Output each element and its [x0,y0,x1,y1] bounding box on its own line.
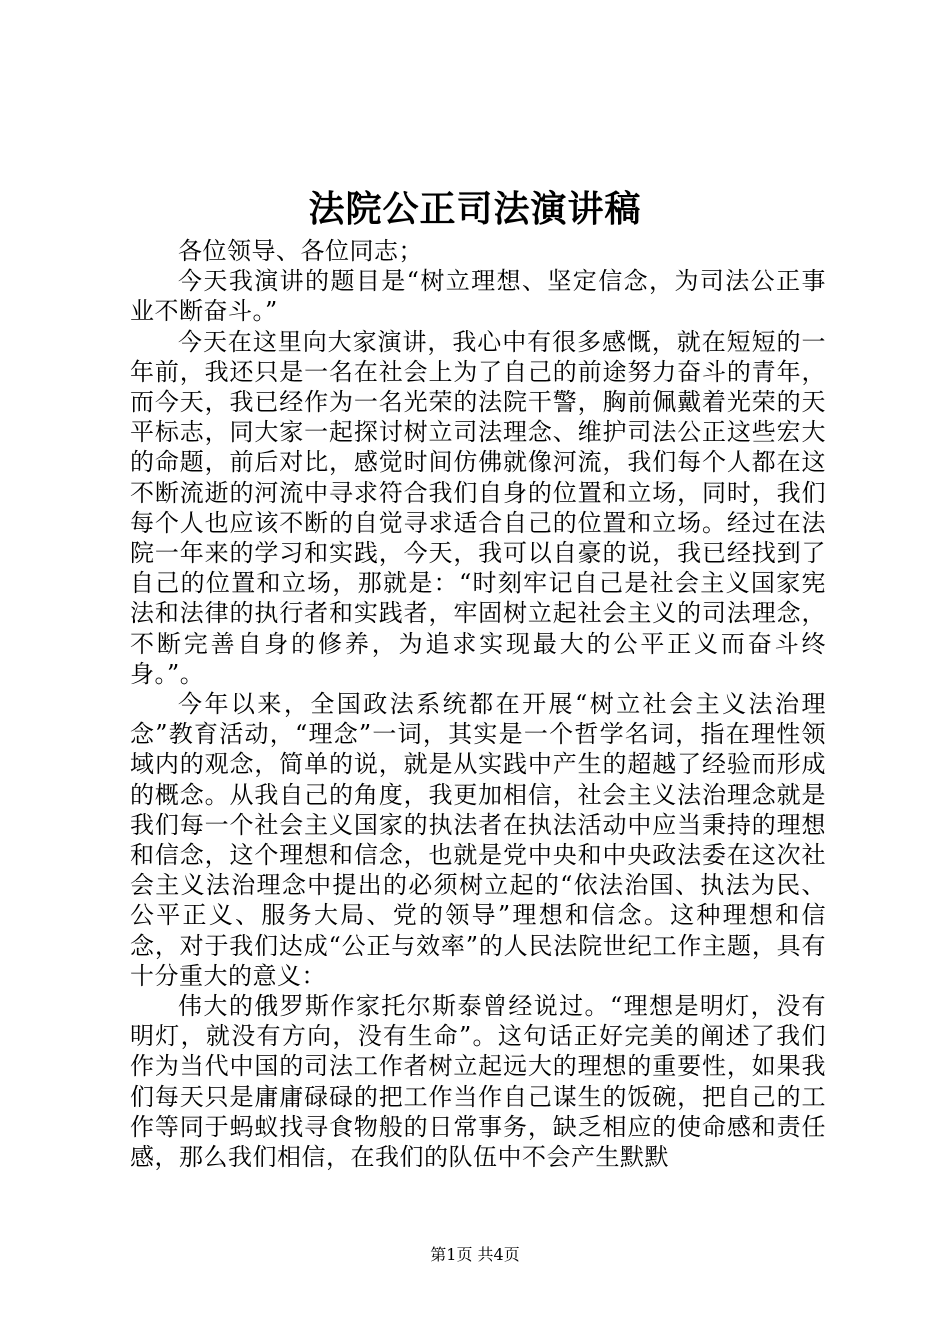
document-title: 法院公正司法演讲稿 [308,188,642,230]
paragraph-greeting: 各位领导、各位同志； [178,237,423,265]
page-number: 第1页 共4页 [430,1245,520,1264]
paragraph-reflection: 今天在这里向大家演讲，我心中有很多感慨，就在短短的一年前，我还只是一名在社会上为了自己的前途努力奋斗的青年，而今天，我已经作为一名光荣的法院干警，胸前佩戴着光荣的天平标志，同大家一起探讨树立司法理念、维护司法公正这些宏大的命题，前后对比，感觉时间仿佛就像河流，我们每个人都在这不断流逝的河流中寻求符合我们自身的位置和立场，同时，我们每个人也应该不断的自觉寻求适合自己的位置和立场。经过在法院一年来的学习和实践，今天，我可以自豪的说，我已经找到了自己的位置和立场，那就是：“时刻牢记自己是社会主义国家宪法和法律的执行者和实践者，牢固树立起社会主义的司法理念，不断完善自身的修养，为追求实现最大的公平正义而奋斗终身。”。 [130,327,826,688]
paragraph-tolstoy: 伟大的俄罗斯作家托尔斯泰曾经说过。“理想是明灯，没有明灯，就没有方向，没有生命”。这句话正好完美的阐述了我们作为当代中国的司法工作者树立起远大的理想的重要性，如果我们每天只是庸庸碌碌的把工作当作自己谋生的饭碗，把自己的工作等同于蚂蚁找寻食物般的日常事务，缺乏相应的使命感和责任感，那么我们相信，在我们的队伍中不会产生默默 [130,992,826,1172]
document-body [130,236,826,1172]
paragraph-topic: 今天我演讲的题目是“树立理想、坚定信念，为司法公正事业不断奋斗。” [130,267,826,326]
paragraph-rule-of-law: 今年以来，全国政法系统都在开展“树立社会主义法治理念”教育活动，“理念”一词，其实是一个哲学名词，指在理性领域内的观念，简单的说，就是从实践中产生的超越了经验而形成的概念。从我自己的角度，我更加相信，社会主义法治理念就是我们每一个社会主义国家的执法者在执法活动中应当秉持的理想和信念，这个理想和信念，也就是党中央和中央政法委在这次社会主义法治理念中提出的必须树立起的“依法治国、执法为民、公平正义、服务大局、党的领导”理想和信念。这种理想和信念，对于我们达成“公正与效率”的人民法院世纪工作主题，具有十分重大的意义： [130,690,826,990]
